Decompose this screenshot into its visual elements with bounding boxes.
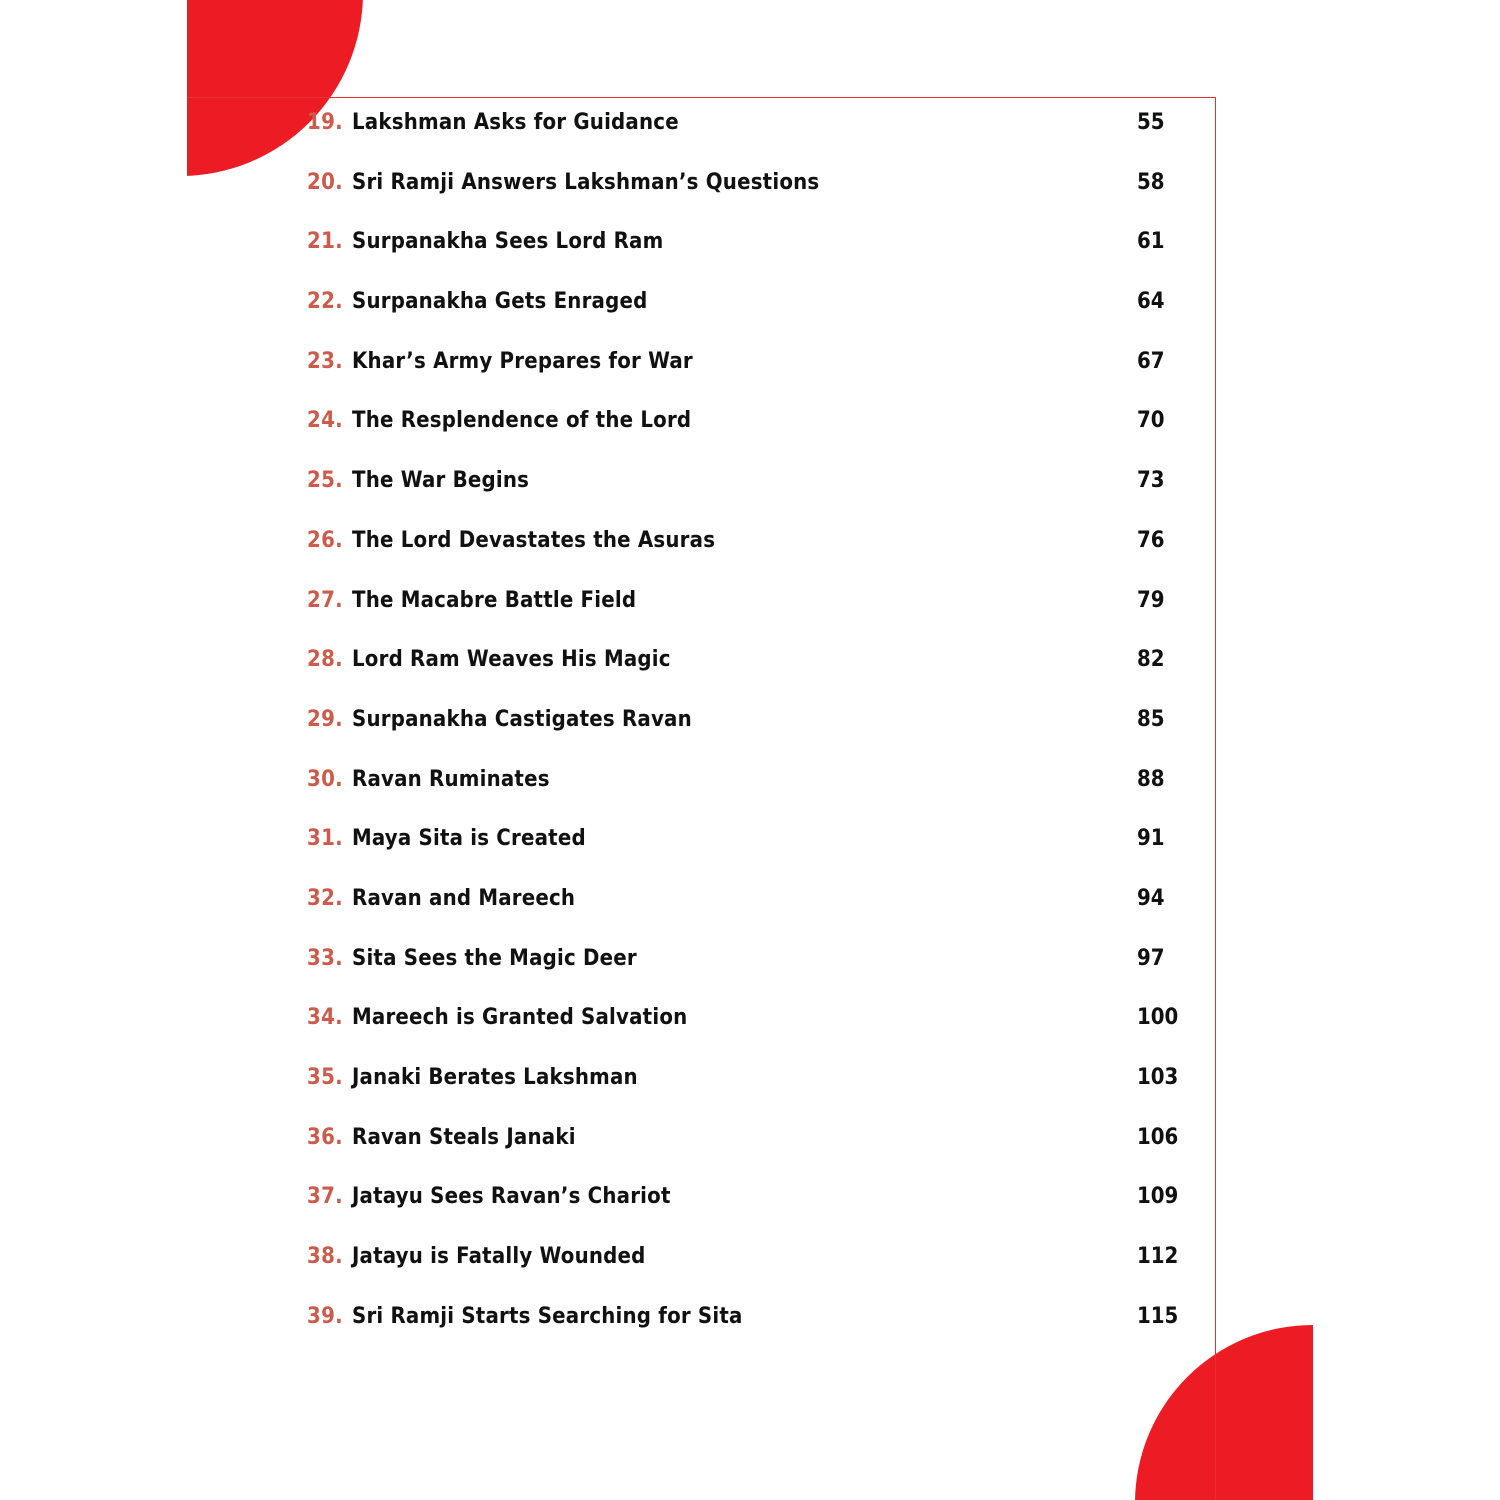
chapter-title: The Macabre Battle Field — [352, 587, 637, 613]
page-number: 115 — [1137, 1303, 1179, 1329]
chapter-number: 32. — [307, 885, 343, 911]
page-number: 94 — [1137, 885, 1165, 911]
page-number: 55 — [1137, 110, 1165, 135]
chapter-title: The War Begins — [352, 468, 530, 494]
toc-entry[interactable] — [307, 998, 1187, 1058]
toc-entry[interactable] — [307, 1237, 1187, 1297]
chapter-number: 29. — [307, 706, 343, 732]
toc-entry[interactable] — [307, 1177, 1187, 1237]
page-number: 58 — [1137, 169, 1165, 195]
page-number: 73 — [1137, 468, 1165, 494]
chapter-title: Lakshman Asks for Guidance — [352, 110, 679, 135]
chapter-title: Maya Sita is Created — [352, 826, 586, 852]
page-number: 88 — [1137, 766, 1165, 792]
toc-entry[interactable] — [307, 282, 1187, 342]
page-number: 64 — [1137, 289, 1165, 315]
toc-entry[interactable] — [307, 581, 1187, 641]
chapter-title: Ravan and Mareech — [352, 885, 576, 911]
toc-entry[interactable] — [307, 222, 1187, 282]
chapter-number: 31. — [307, 826, 343, 852]
page-number: 109 — [1137, 1184, 1179, 1210]
chapter-number: 27. — [307, 587, 343, 613]
chapter-number: 22. — [307, 289, 343, 315]
chapter-title: Surpanakha Gets Enraged — [352, 289, 648, 315]
chapter-title: Surpanakha Sees Lord Ram — [352, 229, 664, 255]
toc-entry[interactable] — [307, 879, 1187, 939]
chapter-number: 39. — [307, 1303, 343, 1329]
toc-entry[interactable] — [307, 401, 1187, 461]
chapter-number: 30. — [307, 766, 343, 792]
chapter-number: 37. — [307, 1184, 343, 1210]
toc-entry[interactable] — [307, 163, 1187, 223]
page-number: 67 — [1137, 348, 1165, 374]
chapter-title: The Lord Devastates the Asuras — [352, 527, 716, 553]
toc-entry[interactable] — [307, 939, 1187, 999]
chapter-title: Ravan Ruminates — [352, 766, 550, 792]
page-number: 112 — [1137, 1244, 1179, 1270]
page-number: 103 — [1137, 1065, 1179, 1090]
page-number: 82 — [1137, 647, 1165, 673]
page-number: 76 — [1137, 527, 1165, 553]
toc-entry[interactable] — [307, 342, 1187, 402]
chapter-number: 20. — [307, 169, 343, 195]
chapter-number: 25. — [307, 468, 343, 494]
page-number: 79 — [1137, 587, 1165, 613]
toc-entry[interactable] — [307, 103, 1187, 163]
chapter-title: Khar’s Army Prepares for War — [352, 348, 693, 374]
chapter-number: 23. — [307, 348, 343, 374]
toc-entry[interactable] — [307, 760, 1187, 820]
chapter-title: Mareech is Granted Salvation — [352, 1005, 688, 1031]
table-of-contents — [307, 103, 1187, 1356]
chapter-number: 36. — [307, 1124, 343, 1150]
toc-entry[interactable] — [307, 1058, 1187, 1118]
toc-entry[interactable] — [307, 1118, 1187, 1178]
toc-entry[interactable] — [307, 1297, 1187, 1357]
chapter-number: 35. — [307, 1065, 343, 1090]
chapter-title: Sri Ramji Answers Lakshman’s Questions — [352, 169, 820, 195]
chapter-number: 28. — [307, 647, 343, 673]
chapter-title: Jatayu is Fatally Wounded — [352, 1244, 646, 1270]
toc-entry[interactable] — [307, 461, 1187, 521]
chapter-title: The Resplendence of the Lord — [352, 408, 692, 434]
toc-entry[interactable] — [307, 700, 1187, 760]
chapter-title: Sita Sees the Magic Deer — [352, 945, 637, 971]
page-number: 61 — [1137, 229, 1165, 255]
page-number: 70 — [1137, 408, 1165, 434]
chapter-number: 19. — [307, 110, 343, 135]
chapter-number: 26. — [307, 527, 343, 553]
chapter-number: 38. — [307, 1244, 343, 1270]
chapter-number: 33. — [307, 945, 343, 971]
chapter-title: Jatayu Sees Ravan’s Chariot — [352, 1184, 671, 1210]
chapter-title: Lord Ram Weaves His Magic — [352, 647, 671, 673]
chapter-number: 24. — [307, 408, 343, 434]
page-number: 100 — [1137, 1005, 1179, 1031]
page-number: 97 — [1137, 945, 1165, 971]
toc-entry[interactable] — [307, 819, 1187, 879]
page-number: 106 — [1137, 1124, 1179, 1150]
chapter-number: 21. — [307, 229, 343, 255]
chapter-title: Ravan Steals Janaki — [352, 1124, 576, 1150]
chapter-title: Janaki Berates Lakshman — [352, 1065, 638, 1090]
page-number: 91 — [1137, 826, 1165, 852]
chapter-number: 34. — [307, 1005, 343, 1031]
chapter-title: Sri Ramji Starts Searching for Sita — [352, 1303, 743, 1329]
toc-entry[interactable] — [307, 521, 1187, 581]
toc-entry[interactable] — [307, 640, 1187, 700]
page-number: 85 — [1137, 706, 1165, 732]
chapter-title: Surpanakha Castigates Ravan — [352, 706, 692, 732]
